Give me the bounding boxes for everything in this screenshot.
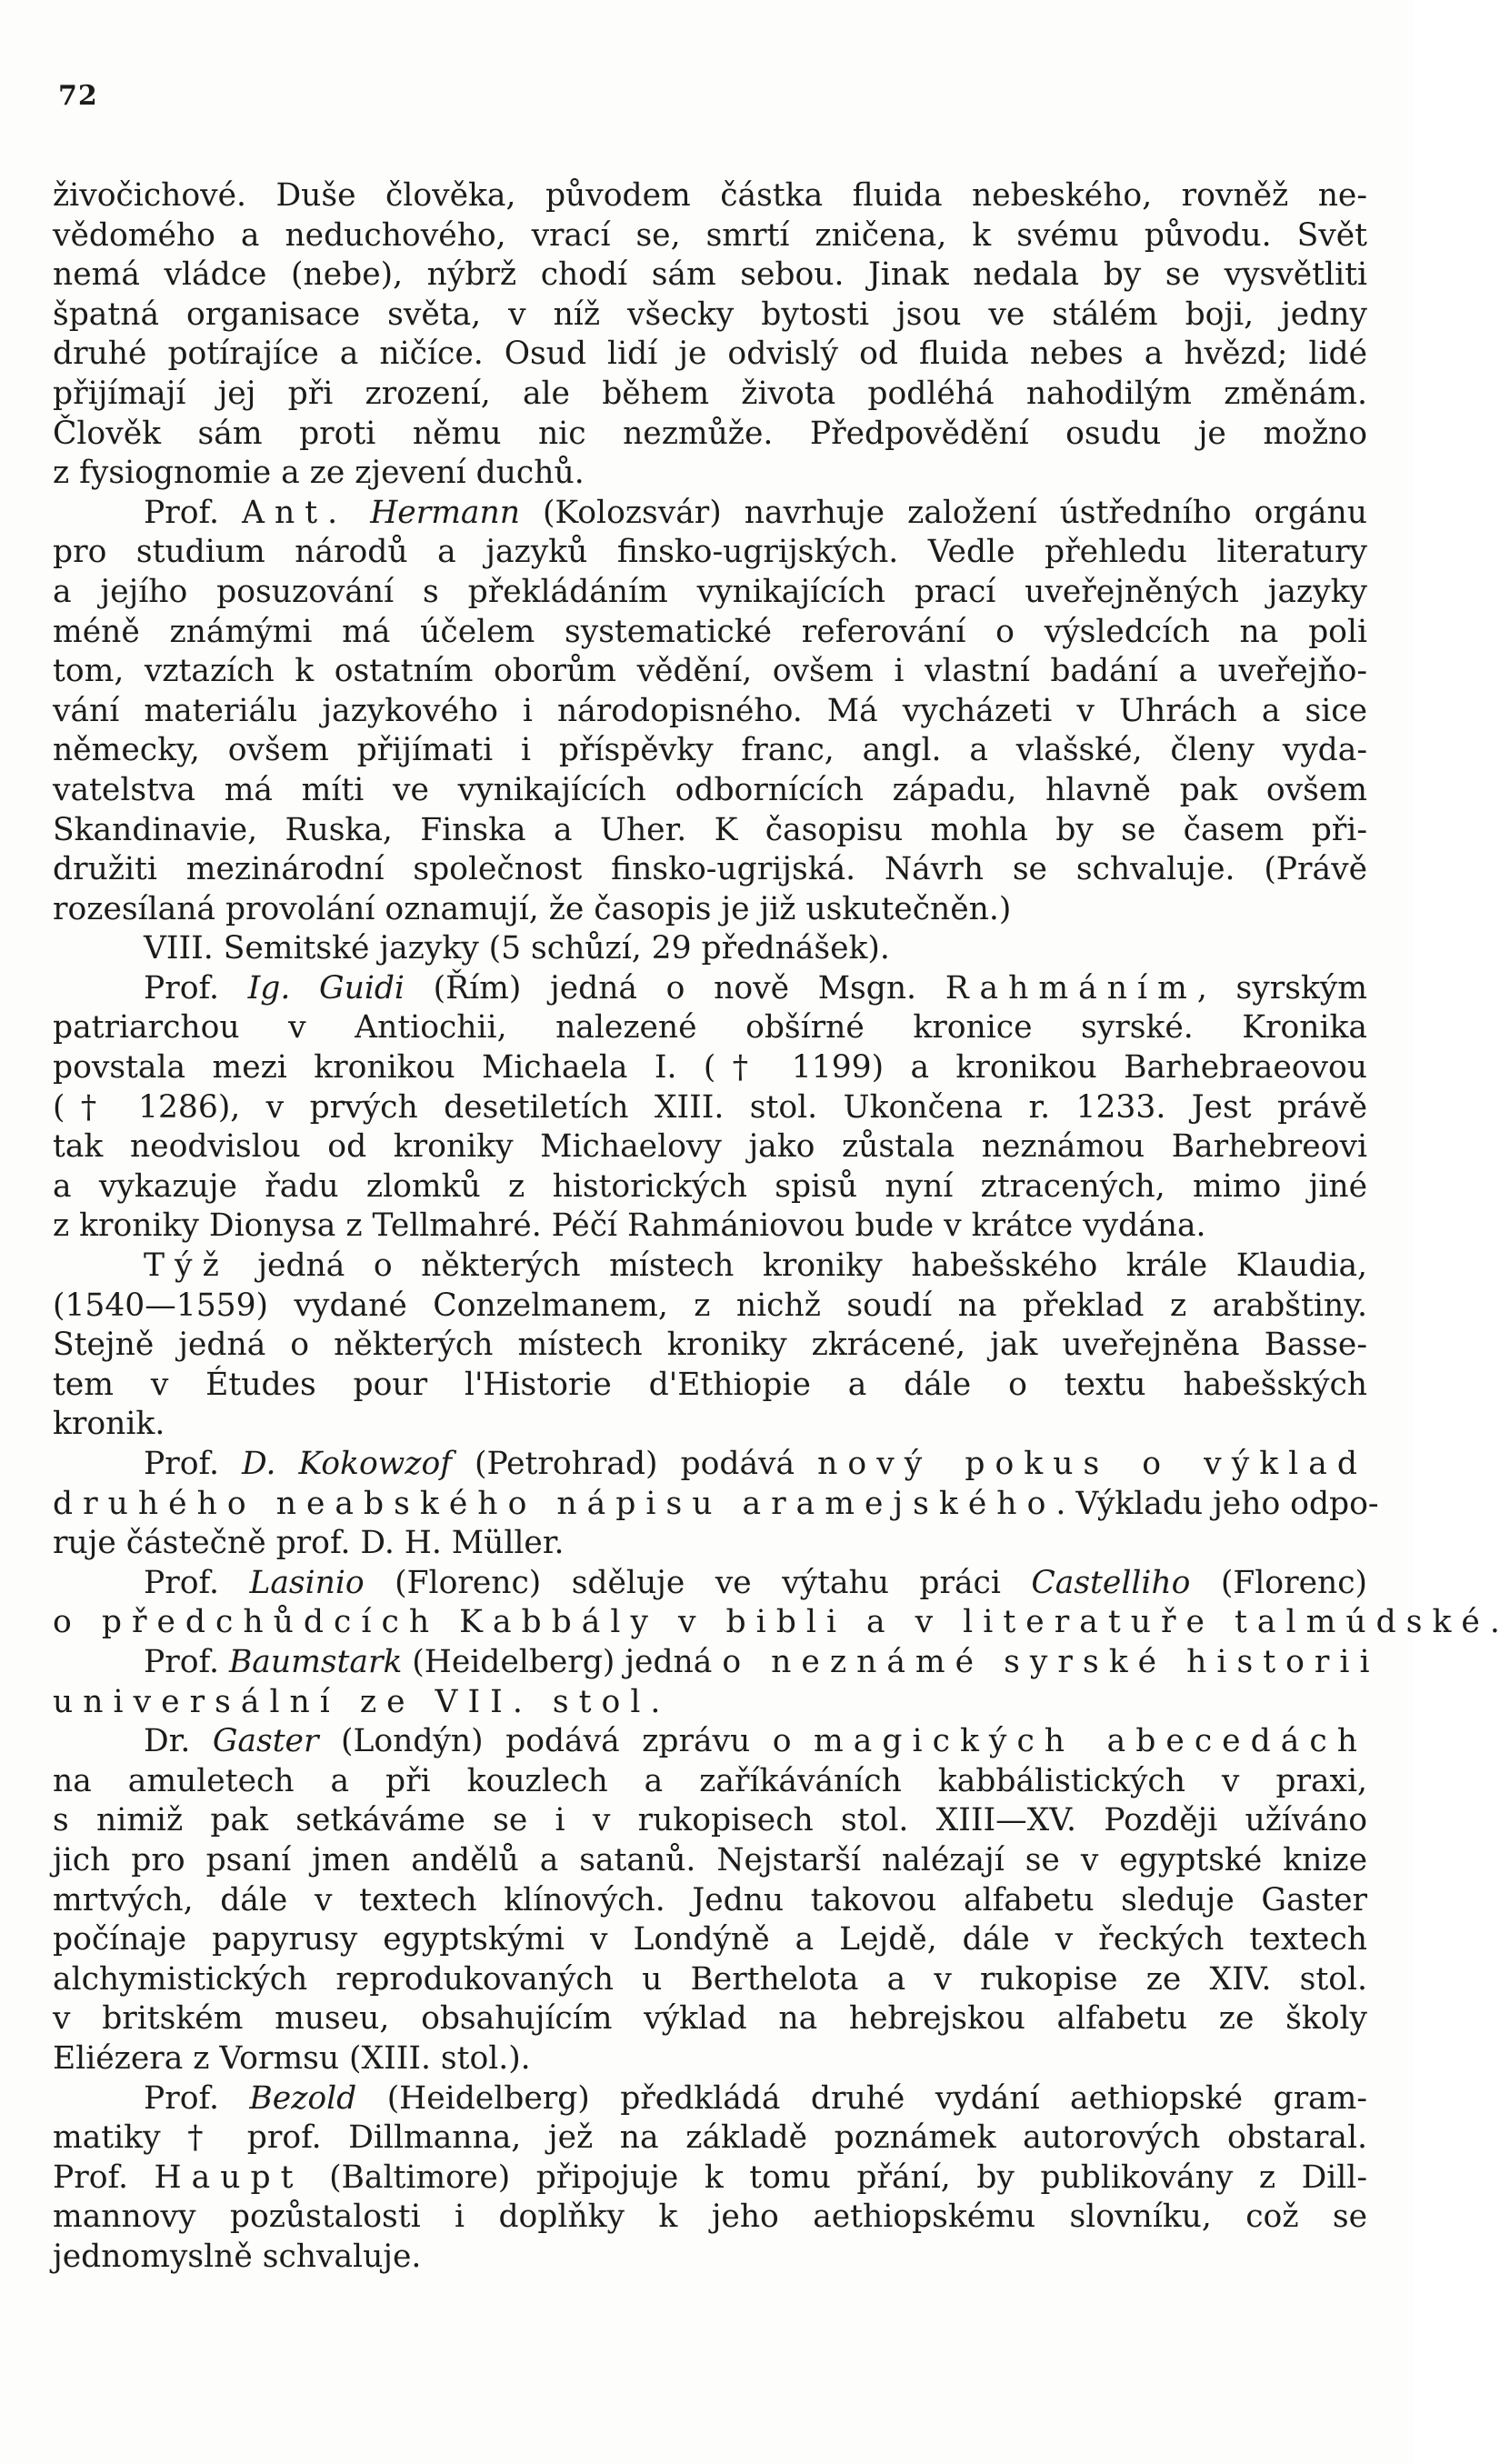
text-line xyxy=(53,1999,1367,2039)
text-line xyxy=(53,1524,1367,1564)
text-line xyxy=(53,1127,1367,1167)
text-line xyxy=(53,692,1367,732)
text-line xyxy=(53,2079,1367,2119)
text-run xyxy=(347,495,370,531)
text-line xyxy=(53,2159,1367,2199)
text-run: (Baltimore) připojuje k tomu přání, by publikovány z Dill- xyxy=(303,2159,1367,2196)
spaced-emphasis: Rahmáním xyxy=(945,969,1197,1007)
text-line xyxy=(53,2118,1367,2159)
text-run: Člověk sám proti němu nic nezmůže. Předpovědění osudu je možno xyxy=(53,415,1367,452)
text-run: tom, vztazích k ostatním oborům vědění, ovšem i vlastní badání a uveřejňo- xyxy=(53,653,1367,690)
text-run: povstala mezi kronikou Michaela I. († 1199) a kronikou Barhebraeovou xyxy=(53,1049,1367,1087)
text-line xyxy=(53,652,1367,692)
text-line xyxy=(53,295,1367,336)
italic-name: Hermann xyxy=(370,494,520,531)
text-run: Prof. xyxy=(144,494,243,531)
page-number: 72 xyxy=(58,80,98,112)
text-run: počínaje papyrusy egyptskými v Londýně a Lejdě, dále v řeckých textech xyxy=(53,1921,1367,1958)
text-line xyxy=(53,1405,1367,1445)
body-text xyxy=(53,176,1500,2277)
text-run: patriarchou v Antiochii, nalezené obšírné kronice syrské. Kronika xyxy=(53,1009,1367,1047)
text-line xyxy=(53,1881,1367,1921)
text-run: a vykazuje řadu zlomků z historických spisů nyní ztracených, mimo jiné xyxy=(53,1167,1367,1205)
text-run: Prof. xyxy=(144,1564,250,1601)
text-run: z kroniky Dionysa z Tellmahré. Péčí Rahmániovou bude v krátce vydána. xyxy=(53,1207,1206,1245)
text-run: . xyxy=(1489,1604,1500,1641)
text-line xyxy=(53,2198,1367,2238)
text-run: Skandinavie, Ruska, Finska a Uher. K časopisu mohla by se časem při- xyxy=(53,811,1367,848)
text-run: (Řím) jedná o nově Msgn. xyxy=(404,969,945,1007)
text-run: (Heidelberg) předkládá druhé vydání aethiopské gram- xyxy=(356,2079,1367,2117)
text-line xyxy=(53,1920,1367,1960)
text-line xyxy=(53,1167,1367,1207)
text-run: jedná o některých místech kroniky habešského krále Klaudia, xyxy=(228,1247,1367,1285)
text-line xyxy=(53,335,1367,375)
text-run: VIII. Semitské jazyky (5 schůzí, 29 přednášek). xyxy=(144,930,890,967)
text-line xyxy=(53,771,1367,811)
text-line xyxy=(53,255,1367,295)
text-run: v britském museu, obsahujícím výklad na hebrejskou alfabetu ze školy xyxy=(53,2000,1367,2038)
text-line xyxy=(53,1207,1367,1247)
text-run: (Florenc) sděluje ve výtahu práci xyxy=(364,1564,1032,1601)
text-line xyxy=(53,1801,1367,1841)
text-run: vatelstva má míti ve vynikajících odbornících západu, hlavně pak ovšem xyxy=(53,771,1367,808)
text-run: a jejího posuzování s překládáním vynikajících prací uveřejněných jazyky xyxy=(53,573,1367,610)
text-run: tem v Études pour l'Historie d'Ethiopie a dále o textu habešských xyxy=(53,1366,1367,1403)
text-run: vědomého a neduchového, vrací se, smrtí zničena, k svému původu. Svět xyxy=(53,216,1367,254)
text-run: Prof. xyxy=(144,969,248,1007)
text-line xyxy=(53,1326,1367,1366)
text-line xyxy=(53,2039,1367,2079)
text-run: (1540—1559) vydané Conzelmanem, z nichž soudí na překlad z arabštiny. xyxy=(53,1287,1367,1324)
text-run: (Kolozsvár) navrhuje založení ústředního orgánu xyxy=(519,494,1367,531)
text-run: alchymistických reprodukovaných u Berthelota a v rukopise ze XIV. stol. xyxy=(53,1960,1367,1998)
text-line xyxy=(53,929,1367,969)
text-run: Stejně jedná o některých místech kroniky zkrácené, jak uveřejněna Basse- xyxy=(53,1327,1367,1364)
text-line xyxy=(53,415,1367,455)
text-run: Prof. xyxy=(53,2159,155,2196)
text-line xyxy=(53,494,1367,534)
text-line xyxy=(53,216,1367,256)
text-line xyxy=(53,1960,1367,2000)
text-line xyxy=(53,1643,1380,1683)
text-line xyxy=(53,1366,1367,1406)
text-line xyxy=(53,613,1367,653)
text-run: Prof. xyxy=(144,2079,250,2117)
spaced-emphasis: o předchůdcích Kabbály v bibli a v literatuře talmúdské xyxy=(53,1604,1490,1641)
italic-name: Ig. Guidi xyxy=(247,969,405,1007)
spaced-emphasis: Týž xyxy=(144,1247,229,1285)
text-run: na amuletech a při kouzlech a zaříkáváních kabbálistických v praxi, xyxy=(53,1762,1367,1799)
text-run: německy, ovšem přijímati i příspěvky franc, angl. a vlašské, členy vyda- xyxy=(53,732,1367,769)
text-line xyxy=(53,1683,1367,1723)
text-run: jich pro psaní jmen andělů a satanů. Nejstarší nalézají se v egyptské knize xyxy=(53,1841,1367,1878)
text-line xyxy=(53,1445,1367,1485)
text-run: ruje částečně prof. D. H. Müller. xyxy=(53,1525,565,1562)
text-run: vání materiálu jazykového i národopisného. Má vycházeti v Uhrách a sice xyxy=(53,692,1367,729)
text-run: z fysiognomie a ze zjevení duchů. xyxy=(53,455,585,492)
spaced-emphasis: Haupt xyxy=(154,2159,304,2196)
italic-name: Baumstark xyxy=(228,1643,403,1680)
text-line xyxy=(53,1247,1367,1287)
text-line xyxy=(53,1603,1500,1643)
text-run: , syrským xyxy=(1196,969,1368,1007)
spaced-emphasis: nový pokus o výklad xyxy=(817,1446,1367,1482)
text-line xyxy=(53,1841,1367,1881)
text-line xyxy=(53,1762,1367,1802)
text-line xyxy=(53,890,1367,930)
text-run: matiky † prof. Dillmanna, jež na základě poznámek autorových obstaral. xyxy=(53,2119,1367,2157)
text-run: méně známými má účelem systematické referování o výsledcích na poli xyxy=(53,613,1367,650)
text-run: živočichové. Duše člověka, původem částka fluida nebeského, rovněž ne- xyxy=(53,177,1367,214)
spaced-emphasis: o neznámé syrské historii xyxy=(722,1643,1380,1680)
text-line xyxy=(53,1564,1367,1604)
text-run: (Florenc) xyxy=(1190,1564,1367,1601)
text-run: kronik. xyxy=(53,1406,165,1443)
text-run: Prof. xyxy=(144,1446,243,1482)
text-line xyxy=(53,969,1367,1009)
italic-name: Bezold xyxy=(249,2079,357,2117)
text-run: rozesílaná provolání oznamují, že časopis je již uskutečněn.) xyxy=(53,890,1012,927)
spaced-emphasis: universální ze VII. stol. xyxy=(53,1683,671,1720)
text-line xyxy=(53,176,1367,216)
text-run: pro studium národů a jazyků finsko-ugrijských. Vedle přehledu literatury xyxy=(53,534,1367,571)
spaced-emphasis: druhého neabského nápisu aramejského xyxy=(53,1485,1056,1522)
italic-name: Gaster xyxy=(212,1723,319,1760)
text-line xyxy=(53,731,1367,771)
text-run: (Londýn) podává zprávu o xyxy=(318,1723,815,1760)
text-run: Dr. xyxy=(144,1723,213,1760)
text-run: († 1286), v prvých desetiletích XIII. stol. Ukončena r. 1233. Jest právě xyxy=(53,1088,1367,1126)
text-run: (Petrohrad) podává xyxy=(451,1446,818,1482)
spaced-emphasis: magických abecedách xyxy=(814,1723,1367,1760)
spaced-emphasis: Ant. xyxy=(242,494,348,531)
text-line xyxy=(53,1287,1367,1327)
text-line xyxy=(53,533,1367,573)
text-run: mrtvých, dále v textech klínových. Jednu takovou alfabetu sleduje Gaster xyxy=(53,1881,1367,1918)
italic-name: Lasinio xyxy=(249,1564,365,1601)
text-run: . Výkladu jeho odpo- xyxy=(1055,1485,1379,1522)
italic-name: D. Kokowzof xyxy=(242,1446,452,1482)
text-line xyxy=(53,811,1367,851)
text-run: družiti mezinárodní společnost finsko-ugrijská. Návrh se schvaluje. (Právě xyxy=(53,851,1367,888)
text-line xyxy=(53,1048,1367,1088)
text-line xyxy=(53,1088,1367,1128)
text-line xyxy=(53,454,1367,494)
text-line xyxy=(53,375,1367,415)
text-run: s nimiž pak setkáváme se i v rukopisech stol. XIII—XV. Později užíváno xyxy=(53,1802,1367,1839)
text-line xyxy=(53,1485,1379,1525)
text-line xyxy=(53,1008,1367,1048)
text-run: Eliézera z Vormsu (XIII. stol.). xyxy=(53,2039,531,2077)
text-line xyxy=(53,850,1367,890)
text-run: Prof. xyxy=(144,1643,229,1680)
text-run: jednomyslně schvaluje. xyxy=(53,2238,422,2275)
text-run: špatná organisace světa, v níž všecky bytosti jsou ve stálém boji, jedny xyxy=(53,295,1367,333)
text-run: přijímají jej při zrození, ale během života podléhá nahodilým změnám. xyxy=(53,375,1367,412)
text-line xyxy=(53,573,1367,613)
text-run: druhé potírajíce a ničíce. Osud lidí je odvislý od fluida nebes a hvězd; lidé xyxy=(53,336,1367,373)
text-line xyxy=(53,1722,1367,1762)
text-run: tak neodvislou od kroniky Michaelovy jako zůstala neznámou Barhebreovi xyxy=(53,1128,1367,1166)
italic-name: Castelliho xyxy=(1031,1564,1191,1601)
text-line xyxy=(53,2238,1367,2278)
text-run: (Heidelberg) jedná xyxy=(402,1643,723,1680)
text-run: nemá vládce (nebe), nýbrž chodí sám sebou. Jinak nedala by se vysvětliti xyxy=(53,256,1367,294)
text-run: mannovy pozůstalosti i doplňky k jeho aethiopskému slovníku, což se xyxy=(53,2199,1367,2236)
